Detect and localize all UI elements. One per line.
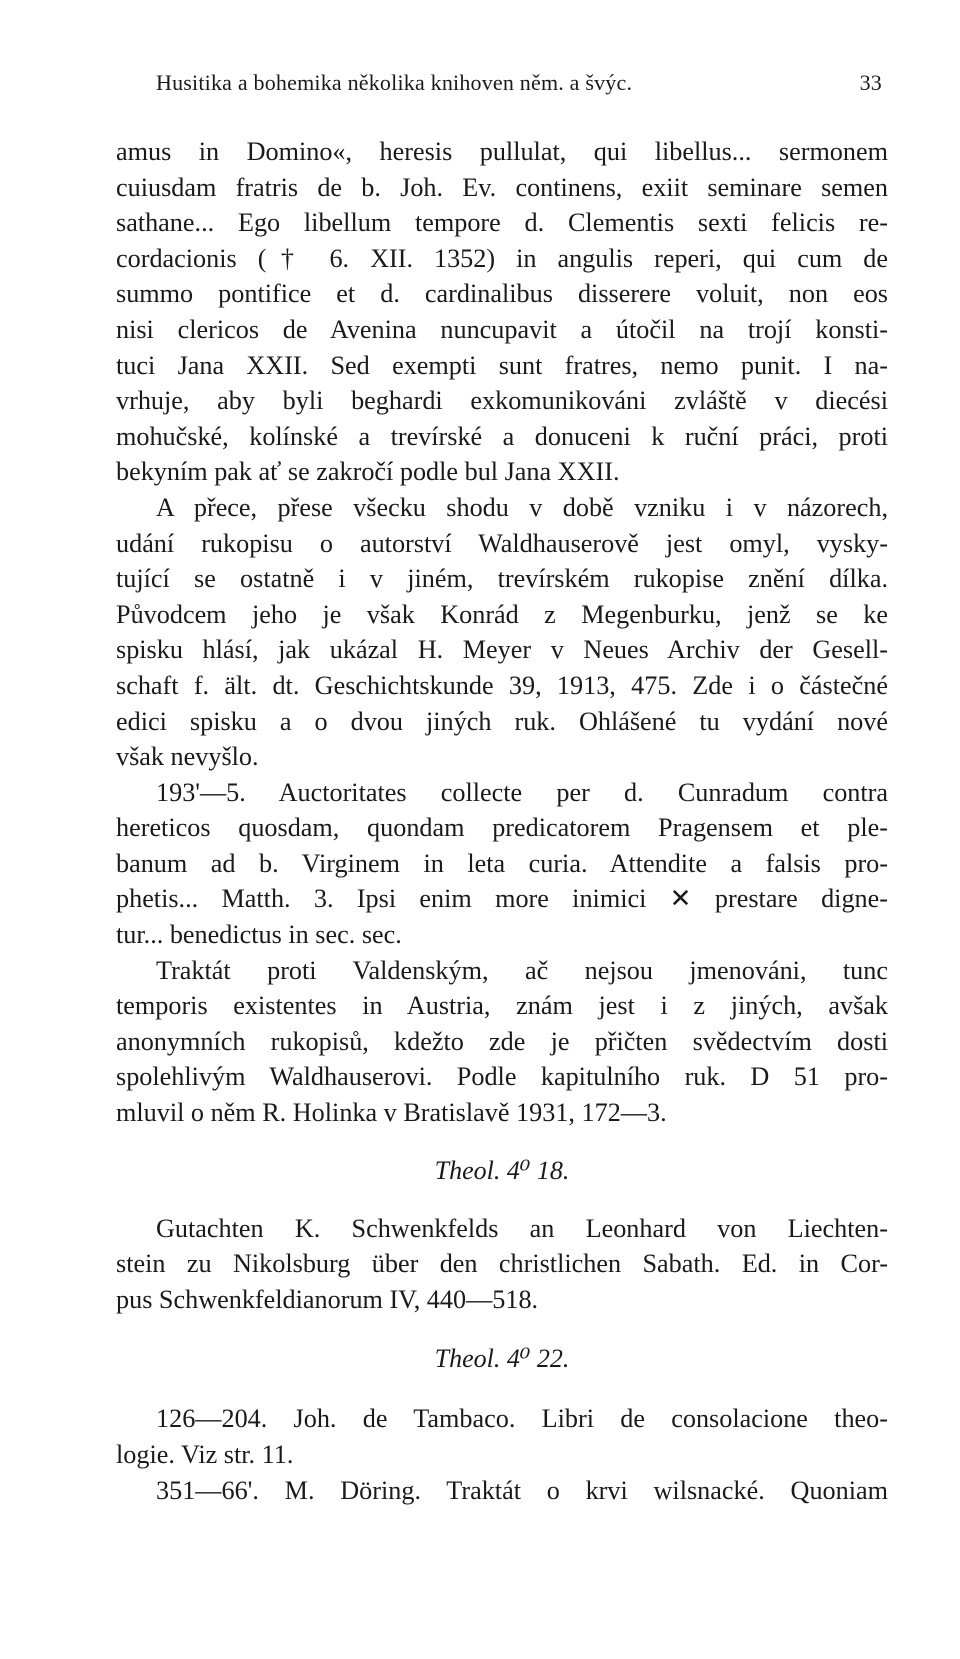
text-line: temporis existentes in Austria, znám jest i z jiných, avšak xyxy=(116,991,888,1021)
text-line: summo pontifice et d. cardinalibus disserere voluit, non eos xyxy=(116,279,888,309)
section-heading: Theol. 4⁰ 22. xyxy=(434,1344,570,1374)
text-line: edici spisku a o dvou jiných ruk. Ohlášené tu vydání nové xyxy=(116,706,888,736)
section-heading: Theol. 4⁰ 18. xyxy=(434,1155,570,1185)
text-line: Původcem jeho je však Konrád z Megenburku, jenž se ke xyxy=(116,599,888,629)
text-line: hereticos quosdam, quondam predicatorem Pragensem et ple- xyxy=(116,813,888,843)
text-line: 193'—5. Auctoritates collecte per d. Cunradum contra xyxy=(156,777,888,807)
running-head-title: Husitika a bohemika několika knihoven něm. a švýc. xyxy=(156,70,633,95)
text-line: bekyním pak ať se zakročí podle bul Jana XXII. xyxy=(116,457,620,487)
text-line: Traktát proti Valdenským, ač nejsou jmenováni, tunc xyxy=(156,955,888,985)
running-head xyxy=(156,62,882,98)
text-line: sathane... Ego libellum tempore d. Clementis sexti felicis re- xyxy=(116,208,888,238)
text-line: spisku hlásí, jak ukázal H. Meyer v Neues Archiv der Gesell- xyxy=(116,635,888,665)
text-line: cuiusdam fratris de b. Joh. Ev. continens, exiit seminare semen xyxy=(116,172,888,202)
text-line: anonymních rukopisů, kdežto zde je přičten svědectvím dosti xyxy=(116,1026,888,1056)
text-line: mohučské, kolínské a trevírské a donuceni k ruční práci, proti xyxy=(116,421,888,451)
text-line: Gutachten K. Schwenkfelds an Leonhard von Liechten- xyxy=(156,1213,888,1243)
text-line: logie. Viz str. 11. xyxy=(116,1440,294,1469)
text-line: A přece, přese všecku shodu v době vzniku i v názorech, xyxy=(156,492,888,522)
text-line: tující se ostatně i v jiném, trevírském rukopise znění dílka. xyxy=(116,564,888,594)
text-line: 351—66'. M. Döring. Traktát o krvi wilsnacké. Quoniam xyxy=(156,1475,888,1505)
text-line: phetis... Matth. 3. Ipsi enim more inimici ✕ prestare digne- xyxy=(116,884,888,914)
page-number: 33 xyxy=(859,70,882,95)
text-line: cordacionis († 6. XII. 1352) in angulis reperi, qui cum de xyxy=(116,243,888,273)
text-line: stein zu Nikolsburg über den christlichen Sabath. Ed. in Cor- xyxy=(116,1249,888,1279)
body-text xyxy=(116,134,888,1508)
text-line: spolehlivým Waldhauserovi. Podle kapitulního ruk. D 51 pro- xyxy=(116,1062,888,1092)
text-line: amus in Domino«, heresis pullulat, qui libellus... sermonem xyxy=(116,137,888,166)
text-line: však nevyšlo. xyxy=(116,742,259,772)
text-line: schaft f. ält. dt. Geschichtskunde 39, 1913, 475. Zde i o částečné xyxy=(116,670,888,700)
text-line: udání rukopisu o autorství Waldhauserově jest omyl, vysky- xyxy=(116,528,888,558)
text-line: tur... benedictus in sec. sec. xyxy=(116,920,402,950)
text-line: vrhuje, aby byli beghardi exkomunikováni zvláště v diecési xyxy=(116,386,888,416)
text-line: nisi clericos de Avenina nuncupavit a útočil na trojí konsti- xyxy=(116,314,888,344)
text-line: banum ad b. Virginem in leta curia. Attendite a falsis pro- xyxy=(116,848,888,878)
text-line: pus Schwenkfeldianorum IV, 440—518. xyxy=(116,1284,539,1314)
text-line: mluvil o něm R. Holinka v Bratislavě 1931, 172—3. xyxy=(116,1098,667,1128)
text-line: tuci Jana XXII. Sed exempti sunt fratres, nemo punit. I na- xyxy=(116,350,888,380)
text-line: 126—204. Joh. de Tambaco. Libri de consolacione theo- xyxy=(156,1404,888,1434)
